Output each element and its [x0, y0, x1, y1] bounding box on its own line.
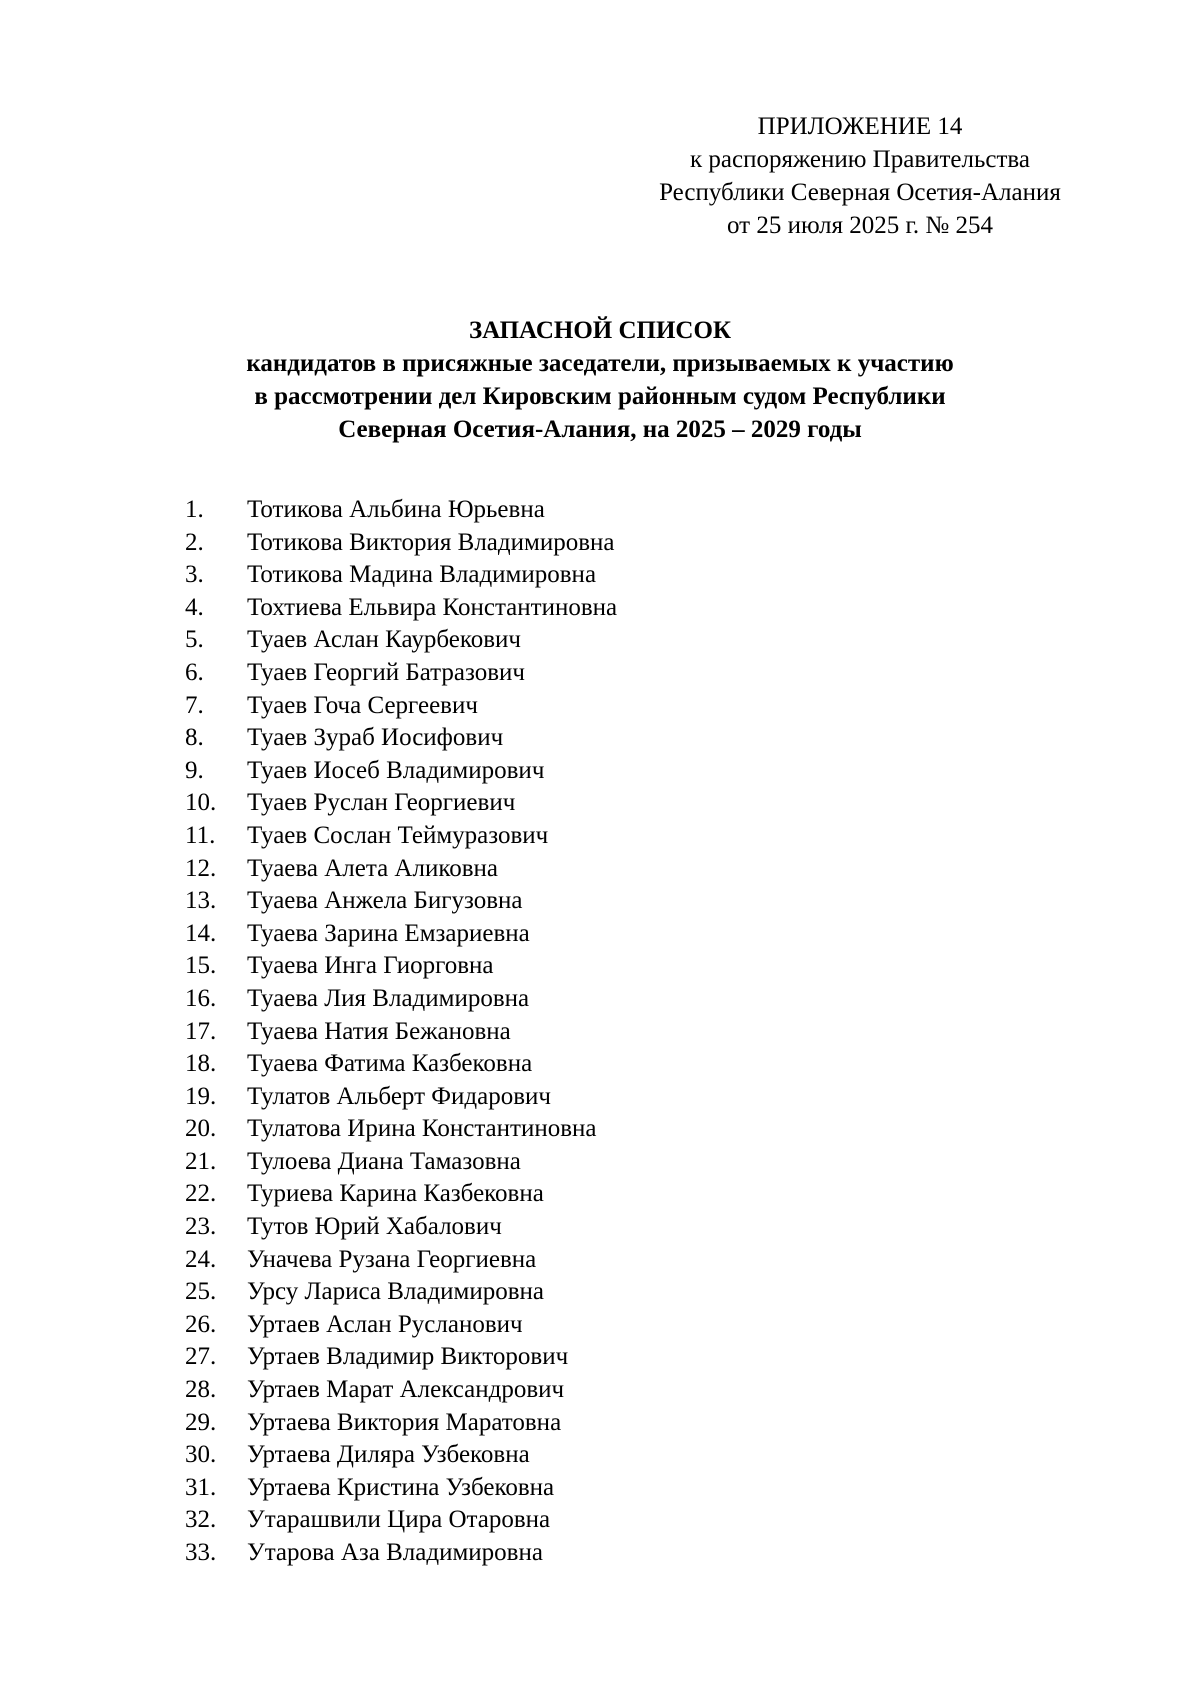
list-item-name: Тулоева Диана Тамазовна [247, 1147, 521, 1175]
list-item [0, 787, 1200, 820]
appendix-header [620, 110, 1100, 242]
list-item-number: 17. [185, 1017, 217, 1045]
appendix-reference: к распоряжению Правительства [689, 146, 1030, 173]
list-item [0, 527, 1200, 560]
list-item-name: Туаев Аслан Каурбекович [247, 626, 521, 654]
list-item [0, 950, 1200, 983]
list-item-number: 11. [185, 821, 216, 849]
list-item-name: Уртаева Кристина Узбековна [247, 1473, 555, 1501]
list-item-number: 1. [185, 496, 204, 523]
list-item-number: 23. [185, 1213, 217, 1241]
list-item [0, 1244, 1200, 1277]
list-item [0, 494, 1200, 527]
list-item [0, 983, 1200, 1016]
candidate-list [0, 494, 1200, 1570]
list-item-number: 5. [185, 626, 204, 654]
list-item-number: 21. [185, 1147, 217, 1175]
list-item [0, 853, 1200, 886]
list-item [0, 820, 1200, 853]
list-item-number: 6. [185, 658, 204, 686]
list-item-number: 30. [185, 1441, 217, 1469]
list-item-number: 10. [185, 789, 217, 817]
list-item-number: 27. [185, 1343, 217, 1371]
list-item [0, 1374, 1200, 1407]
list-item-name: Тулатов Альберт Фидарович [247, 1082, 551, 1110]
list-item [0, 1276, 1200, 1309]
list-item [0, 885, 1200, 918]
list-item-name: Тутов Юрий Хабалович [247, 1213, 502, 1241]
list-item-name: Уртаев Владимир Викторович [247, 1343, 569, 1371]
list-item-number: 8. [185, 724, 204, 752]
list-item [0, 624, 1200, 657]
list-item-name: Туаева Лия Владимировна [247, 984, 530, 1012]
list-item-number: 22. [185, 1180, 217, 1208]
list-item [0, 1439, 1200, 1472]
list-item-name: Туаева Алета Аликовна [247, 854, 498, 882]
list-item-number: 4. [185, 593, 204, 621]
list-item-number: 32. [185, 1506, 217, 1534]
list-item [0, 1113, 1200, 1146]
list-item [0, 1211, 1200, 1244]
list-item [0, 1309, 1200, 1342]
list-item-name: Туаев Сослан Теймуразович [247, 821, 549, 849]
list-item-name: Урсу Лариса Владимировна [247, 1278, 545, 1306]
list-item-number: 19. [185, 1082, 217, 1110]
list-item-name: Туаева Натия Бежановна [247, 1017, 511, 1045]
list-item-name: Туаева Анжела Бигузовна [247, 887, 523, 915]
list-item [0, 559, 1200, 592]
list-item-name: Уртаева Диляра Узбековна [247, 1441, 530, 1469]
list-item-name: Туаева Инга Гиорговна [247, 952, 494, 980]
list-item-name: Тотикова Альбина Юрьевна [247, 496, 545, 523]
list-item [0, 1537, 1200, 1570]
list-item [0, 1341, 1200, 1374]
title-line-2: кандидатов в присяжные заседатели, призываемых к участию [246, 350, 954, 377]
list-item-name: Туаева Фатима Казбековна [247, 1050, 533, 1078]
list-item-number: 7. [185, 691, 204, 719]
list-item-name: Утарова Аза Владимировна [247, 1539, 543, 1566]
list-item [0, 1048, 1200, 1081]
list-item [0, 1504, 1200, 1537]
title-line-3: в рассмотрении дел Кировским районным судом Республики [254, 383, 946, 410]
list-item-number: 13. [185, 887, 217, 915]
list-item [0, 1081, 1200, 1114]
list-item-number: 29. [185, 1408, 217, 1436]
list-item-name: Туаев Иосеб Владимирович [247, 756, 545, 784]
list-item-number: 26. [185, 1310, 217, 1338]
appendix-government: Республики Северная Осетия-Алания [659, 179, 1061, 206]
list-item-name: Уртаев Марат Александрович [247, 1376, 565, 1404]
list-item-name: Тохтиева Ельвира Константиновна [247, 593, 618, 621]
list-item-name: Утарашвили Цира Отаровна [247, 1506, 551, 1534]
list-item [0, 592, 1200, 625]
list-item [0, 1146, 1200, 1179]
list-item-name: Туриева Карина Казбековна [247, 1180, 544, 1208]
list-item [0, 722, 1200, 755]
list-item-number: 2. [185, 528, 204, 556]
list-item-number: 25. [185, 1278, 217, 1306]
list-item [0, 755, 1200, 788]
list-item [0, 1016, 1200, 1049]
list-item-number: 16. [185, 984, 217, 1012]
list-item-number: 20. [185, 1115, 217, 1143]
list-item-name: Уначева Рузана Георгиевна [247, 1245, 537, 1273]
list-item-name: Туаев Гоча Сергеевич [247, 691, 478, 719]
list-item-name: Туаева Зарина Емзариевна [247, 919, 530, 947]
document-title [150, 314, 1050, 446]
list-item [0, 918, 1200, 951]
list-item-name: Туаев Руслан Георгиевич [247, 789, 516, 817]
list-item-number: 24. [185, 1245, 217, 1273]
appendix-number: ПРИЛОЖЕНИЕ 14 [757, 113, 963, 140]
list-item-number: 31. [185, 1473, 217, 1501]
list-item-number: 33. [185, 1539, 217, 1566]
appendix-date: от 25 июля 2025 г. № 254 [726, 212, 994, 239]
list-item-number: 18. [185, 1050, 217, 1078]
list-item [0, 1407, 1200, 1440]
list-item [0, 1178, 1200, 1211]
list-item [0, 657, 1200, 690]
list-item-name: Туаев Георгий Батразович [247, 658, 525, 686]
list-item-name: Уртаев Аслан Русланович [247, 1310, 523, 1338]
list-item-number: 28. [185, 1376, 217, 1404]
list-item-number: 3. [185, 561, 204, 589]
title-line-1: ЗАПАСНОЙ СПИСОК [468, 317, 732, 344]
list-item-number: 12. [185, 854, 217, 882]
list-item-name: Тотикова Виктория Владимировна [247, 528, 615, 556]
list-item-name: Тотикова Мадина Владимировна [247, 561, 597, 589]
list-item-number: 9. [185, 756, 204, 784]
list-item-number: 15. [185, 952, 217, 980]
list-item [0, 690, 1200, 723]
list-item-name: Уртаева Виктория Маратовна [247, 1408, 562, 1436]
list-item-name: Тулатова Ирина Константиновна [247, 1115, 597, 1143]
title-line-4: Северная Осетия-Алания, на 2025 – 2029 годы [338, 416, 862, 443]
list-item-number: 14. [185, 919, 217, 947]
list-item-name: Туаев Зураб Иосифович [247, 724, 504, 752]
list-item [0, 1472, 1200, 1505]
